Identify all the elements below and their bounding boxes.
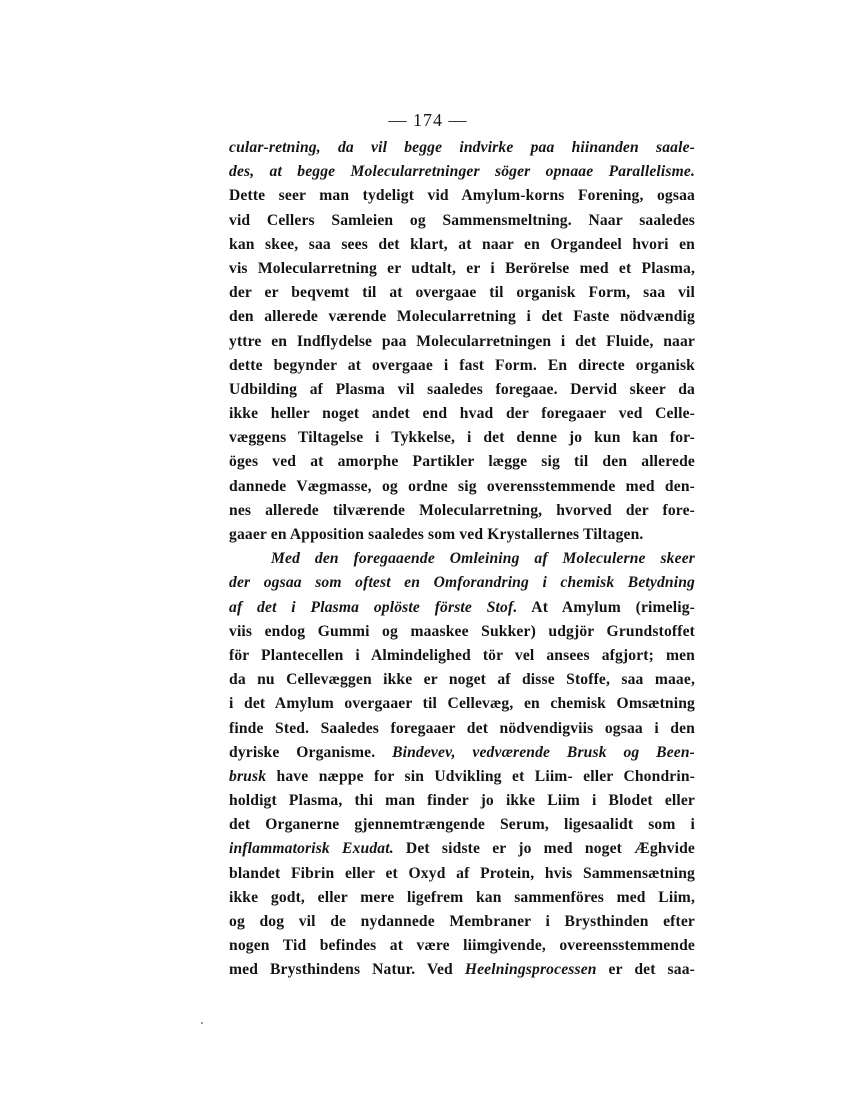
text-segment: nogen Tid befindes at være liimgivende, overeensstemmende [229, 937, 695, 955]
text-line [229, 813, 695, 837]
text-line [229, 402, 695, 426]
text-line [229, 668, 695, 692]
text-segment: da nu Cellevæggen ikke er noget af disse Stoffe, saa maae, [229, 671, 695, 689]
text-line [229, 523, 695, 547]
text-segment: den allerede værende Molecularretning i det Faste nödvændig [229, 308, 695, 326]
text-segment: væggens Tiltagelse i Tykkelse, i det denne jo kun kan for- [229, 429, 695, 447]
italic-phrase: cular-retning, da vil begge indvirke paa hiinanden saale- [229, 139, 695, 156]
text-segment: viis endog Gummi og maaskee Sukker) udgjör Grundstoffet [229, 622, 695, 640]
text-line [229, 596, 695, 620]
text-line [229, 378, 695, 402]
text-line [229, 281, 695, 305]
text-segment: er det saa- [596, 961, 695, 979]
text-line [229, 934, 695, 958]
body-text [229, 136, 695, 983]
text-line [229, 499, 695, 523]
text-segment: det Organerne gjennemtrængende Serum, ligesaalidt som i [229, 816, 695, 834]
text-line [229, 958, 695, 982]
text-segment: vis Molecularretning er udtalt, er i Berörelse med et Plasma, [229, 259, 695, 277]
text-line [229, 886, 695, 910]
italic-phrase: Heelningsprocessen [464, 961, 597, 979]
text-line [229, 450, 695, 474]
text-line [229, 257, 695, 281]
italic-phrase: brusk [229, 767, 267, 785]
italic-phrase: des, at begge Molecularretninger söger opnaae Parallelisme. [229, 163, 695, 181]
text-line [229, 692, 695, 716]
text-line [229, 910, 695, 934]
text-segment: ikke heller noget andet end hvad der foregaaer ved Celle- [229, 405, 695, 423]
text-segment: have næppe for sin Udvikling et Liim- eller Chondrin- [266, 767, 695, 785]
italic-phrase: inflammatorisk Exudat. [229, 840, 394, 858]
text-line [229, 426, 695, 450]
text-segment: Udbilding af Plasma vil saaledes foregaae. Dervid skeer da [229, 380, 695, 398]
text-line [229, 330, 695, 354]
italic-phrase: af det i Plasma oplöste förste Stof. [229, 598, 518, 616]
text-segment: der er beqvemt til at overgaae til organisk Form, saa vil [229, 284, 695, 302]
text-line [229, 136, 695, 160]
text-segment: vid Cellers Samleien og Sammensmeltning. Naar saaledes [229, 211, 695, 229]
text-line [229, 354, 695, 378]
paper-speck [201, 1022, 203, 1024]
text-segment: kan skee, saa sees det klart, at naar en Organdeel hvori en [229, 235, 695, 253]
text-segment: öges ved at amorphe Partikler lægge sig til den allerede [229, 453, 695, 471]
page-number: — 174 — [388, 110, 468, 130]
text-segment: finde Sted. Saaledes foregaaer det nödvendigviis ogsaa i den [229, 719, 695, 737]
text-segment: ikke godt, eller mere ligefrem kan sammenföres med Liim, [229, 888, 695, 906]
text-line [229, 644, 695, 668]
text-segment: dette begynder at overgaae i fast Form. En directe organisk [229, 356, 695, 374]
italic-phrase: Bindevev, vedværende Brusk og Been- [392, 743, 696, 761]
paragraph-first-line [229, 547, 695, 571]
text-line [229, 789, 695, 813]
italic-phrase: Med den foregaaende Omleining af Moleculerne skeer [271, 550, 695, 568]
text-line [229, 741, 695, 765]
text-segment: i det Amylum overgaaer til Cellevæg, en chemisk Omsætning [229, 695, 695, 713]
text-line [229, 475, 695, 499]
text-line [229, 233, 695, 257]
text-line [229, 571, 695, 595]
text-segment: dyriske Organisme. [229, 743, 393, 761]
text-line [229, 765, 695, 789]
text-segment: yttre en Indflydelse paa Molecularretningen i det Fluide, naar [229, 332, 695, 350]
text-line [229, 305, 695, 329]
text-segment: Dette seer man tydeligt vid Amylum-korns Forening, ogsaa [229, 187, 695, 205]
text-line [229, 837, 695, 861]
text-line [229, 620, 695, 644]
text-segment: Det sidste er jo med noget Æghvide [393, 840, 695, 858]
text-segment: gaaer en Apposition saaledes som ved Krystallernes Tiltagen. [229, 526, 644, 543]
text-line [229, 160, 695, 184]
text-segment: för Plantecellen i Almindelighed tör vel ansees afgjort; men [229, 646, 695, 664]
text-segment: med Brysthindens Natur. Ved [229, 961, 465, 979]
text-segment: nes allerede tilværende Molecularretning, hvorved der fore- [229, 501, 695, 519]
text-segment: holdigt Plasma, thi man finder jo ikke Liim i Blodet eller [229, 792, 695, 810]
text-segment: og dog vil de nydannede Membraner i Brysthinden efter [229, 913, 695, 930]
text-line [229, 184, 695, 208]
text-segment: dannede Vægmasse, og ordne sig overensstemmende med den- [229, 477, 695, 495]
text-segment: blandet Fibrin eller et Oxyd af Protein, hvis Sammensætning [229, 864, 695, 882]
text-line [229, 209, 695, 233]
text-line [229, 862, 695, 886]
text-segment: At Amylum (rimelig- [517, 598, 695, 616]
text-line [229, 717, 695, 741]
italic-phrase: der ogsaa som oftest en Omforandring i chemisk Betydning [229, 574, 695, 592]
